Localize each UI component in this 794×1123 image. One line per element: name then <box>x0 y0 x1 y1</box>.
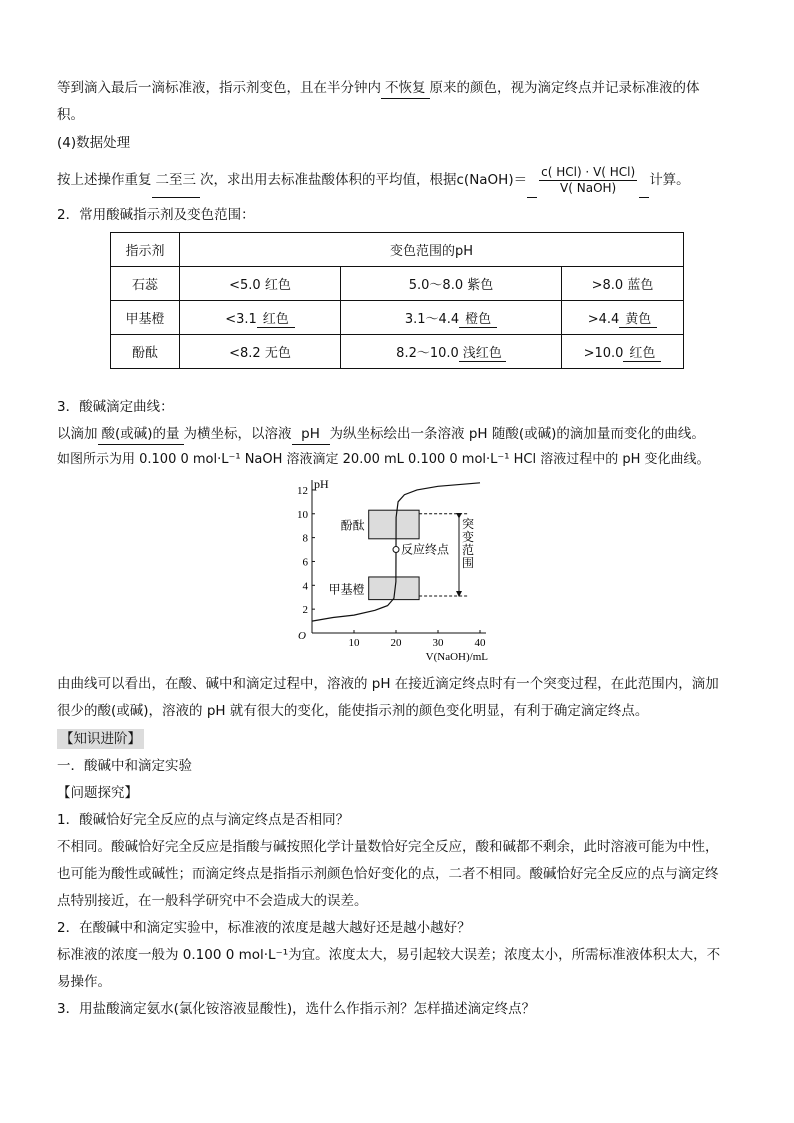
item-title: 2．常用酸碱指示剂及变色范围： <box>57 207 255 223</box>
answer-blank: 浅红色 <box>459 342 506 362</box>
table-row <box>111 267 684 301</box>
text: 等到滴入最后一滴标准液，指示剂变色，且在半分钟内 <box>57 80 381 96</box>
x-axis-label: V(NaOH)/mL <box>425 651 488 663</box>
table-cell: 石蕊 <box>111 267 180 301</box>
formula-lhs: c(NaOH)＝ <box>456 172 528 188</box>
text: 8.2～10.0 <box>396 345 459 361</box>
y-axis-label: pH <box>314 478 329 491</box>
x-tick-label: 10 <box>348 637 360 649</box>
table-cell <box>562 335 684 369</box>
answer-blank: 酸(或碱)的量 <box>98 424 184 445</box>
answer-blank: 黄色 <box>619 308 657 328</box>
text: 以滴加 <box>57 426 98 442</box>
paragraph-curve-def <box>57 424 747 445</box>
blank-end <box>639 163 649 198</box>
question: 1．酸碱恰好完全反应的点与滴定终点是否相同？ <box>57 812 350 828</box>
text: 原来的颜色，视为滴定终点并记录标准液的体 <box>429 80 700 96</box>
answer-blank: 红色 <box>623 342 661 362</box>
table-header-cell: 变色范围的pH <box>180 233 684 267</box>
text: 很少的酸(或碱)，溶液的 pH 就有很大的变化，能使指示剂的颜色变化明显，有利于确定滴定终点。 <box>57 703 649 719</box>
y-tick-label: 8 <box>302 532 308 545</box>
answer-text: 点特别接近，在一般科学研究中不会造成大的误差。 <box>57 893 368 909</box>
y-tick-label: 12 <box>297 484 308 497</box>
formula-fraction <box>539 165 637 196</box>
text: 3.1～4.4 <box>404 311 460 327</box>
table-cell <box>562 301 684 335</box>
knowledge-tag-row <box>57 729 747 749</box>
origin-label: O <box>298 630 306 642</box>
answer-blank: pH <box>292 424 330 445</box>
table-cell <box>180 301 341 335</box>
answer-text: 标准液的浓度一般为 0.100 0 mol·L⁻¹为宜。浓度太大，易引起较大误差；浓度太小，所需标准液体积太大，不 <box>57 947 721 963</box>
table-cell: >8.0 蓝色 <box>562 267 684 301</box>
paragraph-endpoint <box>57 78 747 99</box>
text: 如图所示为用 0.100 0 mol·L⁻¹ NaOH 溶液滴定 20.00 mL 0.100 0 mol·L⁻¹ HCl 溶液过程中的 pH 变化曲线。 <box>57 452 710 467</box>
knowledge-tag: 【知识进阶】 <box>57 729 144 749</box>
section-title: (4)数据处理 <box>57 135 131 151</box>
table-header-cell: 指示剂 <box>111 233 180 267</box>
phenolphthalein-band <box>369 510 419 539</box>
inquiry-tag: 【问题探究】 <box>57 785 138 801</box>
x-tick-label: 30 <box>432 637 444 649</box>
text: 由曲线可以看出，在酸、碱中和滴定过程中，溶液的 pH 在接近滴定终点时有一个突变过程，在此范围内，滴加 <box>57 676 719 692</box>
methyl-orange-label: 甲基橙 <box>328 582 365 597</box>
table-cell: 甲基橙 <box>111 301 180 335</box>
y-tick-label: 6 <box>302 556 308 569</box>
answer-blank: 二至三 <box>152 163 201 198</box>
answer-text: 也可能为酸性或碱性；而滴定终点是指指示剂颜色恰好变化的点，二者不相同。酸碱恰好完全反应的点与滴定终 <box>57 866 719 882</box>
item-title: 3．酸碱滴定曲线： <box>57 399 174 415</box>
y-tick-label: 10 <box>297 508 308 521</box>
answer-blank: 红色 <box>257 308 295 328</box>
text: <3.1 <box>225 311 257 327</box>
section-title: 一．酸碱中和滴定实验 <box>57 758 192 774</box>
y-tick-label: 4 <box>302 580 308 593</box>
endpoint-label: 反应终点 <box>401 542 450 557</box>
table-header-row <box>111 233 684 267</box>
phenolphthalein-label: 酚酞 <box>340 518 365 533</box>
blank-start <box>527 163 537 198</box>
answer-text: 易操作。 <box>57 974 111 990</box>
question: 3．用盐酸滴定氨水(氯化铵溶液显酸性)，选什么作指示剂？怎样描述滴定终点？ <box>57 1001 536 1017</box>
y-tick-label: 2 <box>302 604 308 617</box>
paragraph-data-processing <box>57 163 747 198</box>
answer-blank: 橙色 <box>459 308 497 328</box>
x-tick-label: 20 <box>390 637 402 649</box>
answer-blank: 不恢复 <box>381 78 430 99</box>
table-cell: 酚酞 <box>111 335 180 369</box>
table-cell: <5.0 红色 <box>180 267 341 301</box>
text: >4.4 <box>587 311 620 327</box>
text: 按上述操作重复 <box>57 172 152 188</box>
table-cell: <8.2 无色 <box>180 335 341 369</box>
text: 为纵坐标绘出一条溶液 pH 随酸(或碱)的滴加量而变化的曲线。 <box>329 426 705 442</box>
x-tick-label: 40 <box>474 637 486 649</box>
text: 积。 <box>57 107 84 123</box>
question: 2．在酸碱中和滴定实验中，标准液的浓度是越大越好还是越小越好？ <box>57 920 471 936</box>
answer-text: 不相同。酸碱恰好完全反应是指酸与碱按照化学计量数恰好完全反应，酸和碱都不剩余，此时溶液可能为中性， <box>57 839 719 855</box>
text: 次，求出用去标准盐酸体积的平均值，根据 <box>200 172 457 188</box>
indicator-table <box>110 232 684 369</box>
table-row <box>111 335 684 369</box>
table-cell <box>341 335 562 369</box>
table-cell <box>341 301 562 335</box>
text: >10.0 <box>583 345 624 361</box>
text: 为横坐标，以溶液 <box>183 426 292 442</box>
jump-range-label: 突变范围 <box>462 516 475 570</box>
text: 计算。 <box>649 172 690 188</box>
endpoint-marker <box>393 547 399 553</box>
table-cell: 5.0～8.0 紫色 <box>341 267 562 301</box>
formula-denominator: V( NaOH) <box>560 180 617 195</box>
formula-numerator: c( HCl) · V( HCl) <box>541 164 636 179</box>
titration-curve-chart <box>290 478 510 663</box>
table-row <box>111 301 684 335</box>
